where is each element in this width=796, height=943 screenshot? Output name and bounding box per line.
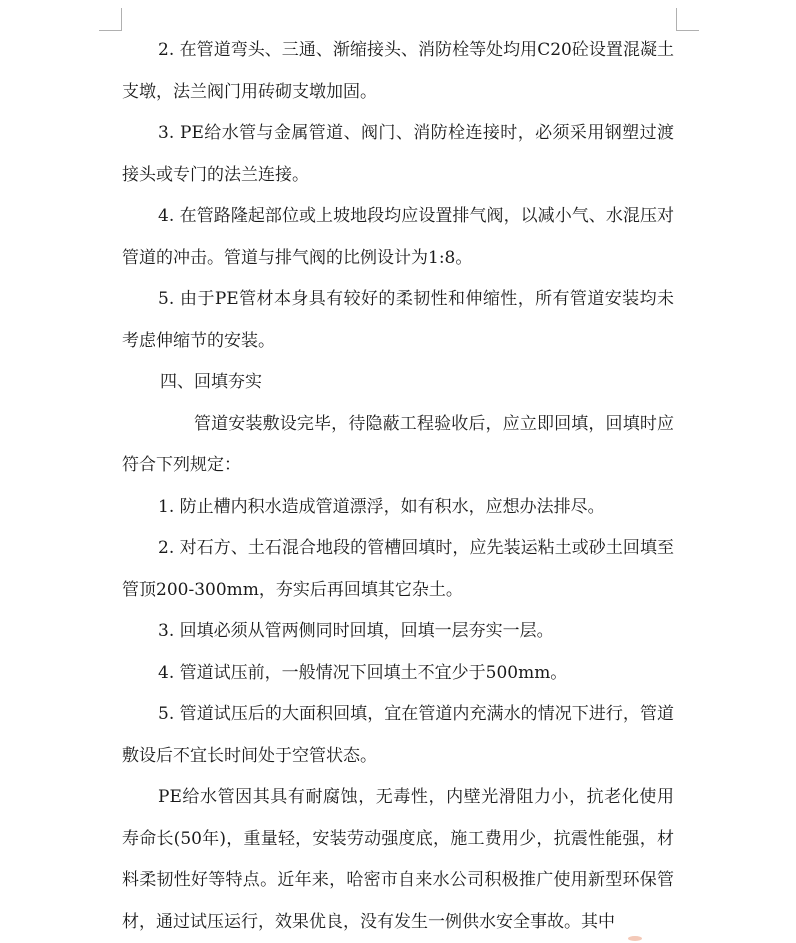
- cursor-marker-icon: [628, 936, 642, 941]
- document-body[interactable]: [122, 30, 674, 943]
- backfill-rule-3: 3. 回填必须从管两侧同时回填，回填一层夯实一层。: [158, 621, 554, 641]
- summary-paragraph: PE给水管因其具有耐腐蚀，无毒性，内壁光滑阻力小，抗老化使用寿命长(50年)，重量轻，安装劳动强度底，施工费用少，抗震性能强，材料柔韧性好等特点。近年来，哈密市自来水公司积极推广使用新型环保管材，通过试压运行，效果优良，没有发生一例供水安全事故。其中: [122, 787, 674, 932]
- paragraph-item-3: 3. PE给水管与金属管道、阀门、消防栓连接时，必须采用钢塑过渡接头或专门的法兰连接。: [122, 123, 674, 185]
- backfill-rule-4: 4. 管道试压前，一般情况下回填土不宜少于500mm。: [158, 662, 568, 683]
- backfill-rule-5: 5. 管道试压后的大面积回填，宜在管道内充满水的情况下进行，管道敷设后不宜长时间处于空管状态。: [122, 704, 674, 766]
- crop-mark-top-right: [676, 8, 699, 31]
- section-heading-backfill: 四、回填夯实: [160, 372, 262, 392]
- paragraph-item-2: 2. 在管道弯头、三通、渐缩接头、消防栓等处均用C20砼设置混凝土支墩，法兰阀门用砖砌支墩加固。: [122, 40, 674, 102]
- backfill-rule-2: 2. 对石方、土石混合地段的管槽回填时，应先装运粘土或砂土回填至管顶200-300mm，夯实后再回填其它杂土。: [122, 538, 674, 600]
- backfill-rule-1: 1. 防止槽内积水造成管道漂浮，如有积水，应想办法排尽。: [158, 496, 605, 517]
- paragraph-item-5: 5. 由于PE管材本身具有较好的柔韧性和伸缩性，所有管道安装均未考虑伸缩节的安装。: [122, 289, 674, 351]
- paragraph-item-4: 4. 在管路隆起部位或上坡地段均应设置排气阀，以减小气、水混压对管道的冲击。管道与排气阀的比例设计为1:8。: [122, 206, 674, 268]
- crop-mark-top-left: [99, 8, 122, 31]
- backfill-intro-paragraph: 管道安装敷设完毕，待隐蔽工程验收后，应立即回填，回填时应符合下列规定：: [122, 413, 674, 475]
